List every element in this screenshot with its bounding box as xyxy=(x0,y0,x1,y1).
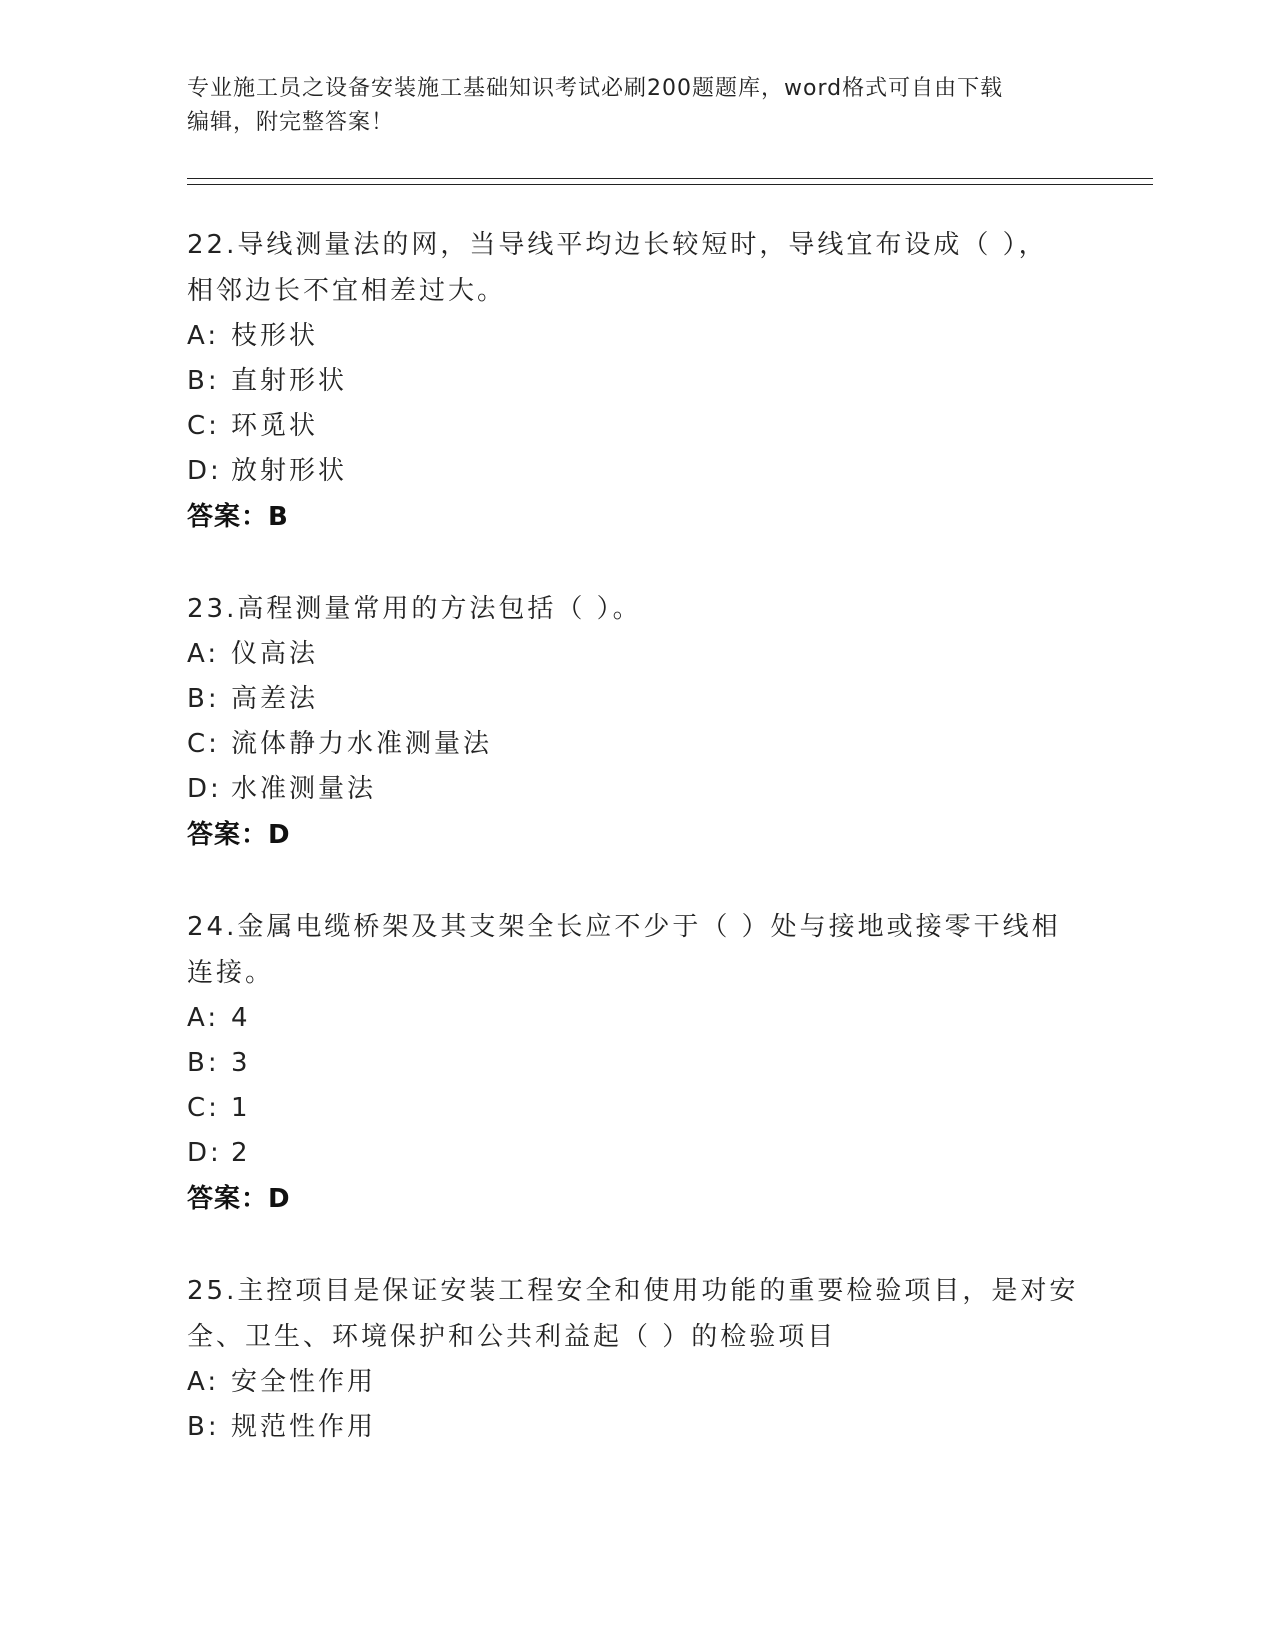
answer-label: 答案：B xyxy=(187,502,289,532)
document-header xyxy=(187,72,1087,140)
option-d xyxy=(187,449,1087,494)
option-text: 放射形状 xyxy=(231,456,348,486)
option-letter: D: xyxy=(187,456,222,486)
option-b xyxy=(187,1041,1087,1086)
option-text: 规范性作用 xyxy=(231,1412,377,1442)
option-d xyxy=(187,1131,1087,1176)
question-stem-line: 相邻边长不宜相差过大。 xyxy=(187,276,507,306)
option-text: 流体静力水准测量法 xyxy=(231,729,493,759)
header-line-1: 专业施工员之设备安装施工基础知识考试必刷200题题库，word格式可自由下载 xyxy=(187,76,1004,101)
option-text: 仪高法 xyxy=(231,639,319,669)
option-text: 2 xyxy=(231,1138,251,1168)
option-c xyxy=(187,404,1087,449)
answer-label: 答案：D xyxy=(187,820,291,850)
option-a xyxy=(187,632,1087,677)
question-stem xyxy=(187,904,1087,996)
option-letter: A: xyxy=(187,321,220,351)
option-letter: C: xyxy=(187,1093,220,1123)
question-stem-line: 连接。 xyxy=(187,958,275,988)
option-a xyxy=(187,1360,1087,1405)
option-c xyxy=(187,722,1087,767)
option-letter: C: xyxy=(187,411,220,441)
question-stem xyxy=(187,1268,1087,1360)
option-b xyxy=(187,677,1087,722)
answer-label: 答案：D xyxy=(187,1184,291,1214)
question-stem-line: 全、卫生、环境保护和公共利益起（ ）的检验项目 xyxy=(187,1322,837,1352)
question-list xyxy=(187,222,1087,1496)
option-letter: D: xyxy=(187,1138,222,1168)
question-stem-line: 22.导线测量法的网，当导线平均边长较短时，导线宜布设成（ ）， xyxy=(187,230,1048,260)
option-text: 水准测量法 xyxy=(231,774,377,804)
question-stem-line: 23.高程测量常用的方法包括（ ）。 xyxy=(187,594,642,624)
question-stem-line: 25.主控项目是保证安装工程安全和使用功能的重要检验项目，是对安 xyxy=(187,1276,1079,1306)
option-d xyxy=(187,767,1087,812)
header-divider xyxy=(187,178,1153,185)
option-text: 4 xyxy=(231,1003,251,1033)
option-c xyxy=(187,1086,1087,1131)
question-stem xyxy=(187,222,1087,314)
option-text: 高差法 xyxy=(231,684,319,714)
question-25 xyxy=(187,1268,1087,1450)
option-letter: C: xyxy=(187,729,220,759)
question-22 xyxy=(187,222,1087,540)
option-a xyxy=(187,314,1087,359)
option-a xyxy=(187,996,1087,1041)
option-letter: B: xyxy=(187,684,220,714)
option-letter: A: xyxy=(187,1367,220,1397)
option-text: 环觅状 xyxy=(231,411,319,441)
option-text: 枝形状 xyxy=(231,321,319,351)
option-b xyxy=(187,359,1087,404)
header-line-2: 编辑，附完整答案！ xyxy=(187,110,395,135)
option-letter: B: xyxy=(187,366,220,396)
option-letter: B: xyxy=(187,1412,220,1442)
option-letter: A: xyxy=(187,1003,220,1033)
option-letter: D: xyxy=(187,774,222,804)
question-24 xyxy=(187,904,1087,1222)
question-stem xyxy=(187,586,1087,632)
option-text: 3 xyxy=(231,1048,251,1078)
question-23 xyxy=(187,586,1087,858)
option-text: 安全性作用 xyxy=(231,1367,377,1397)
option-letter: A: xyxy=(187,639,220,669)
option-b xyxy=(187,1405,1087,1450)
option-letter: B: xyxy=(187,1048,220,1078)
question-stem-line: 24.金属电缆桥架及其支架全长应不少于（ ）处与接地或接零干线相 xyxy=(187,912,1061,942)
option-text: 直射形状 xyxy=(231,366,348,396)
option-text: 1 xyxy=(231,1093,251,1123)
